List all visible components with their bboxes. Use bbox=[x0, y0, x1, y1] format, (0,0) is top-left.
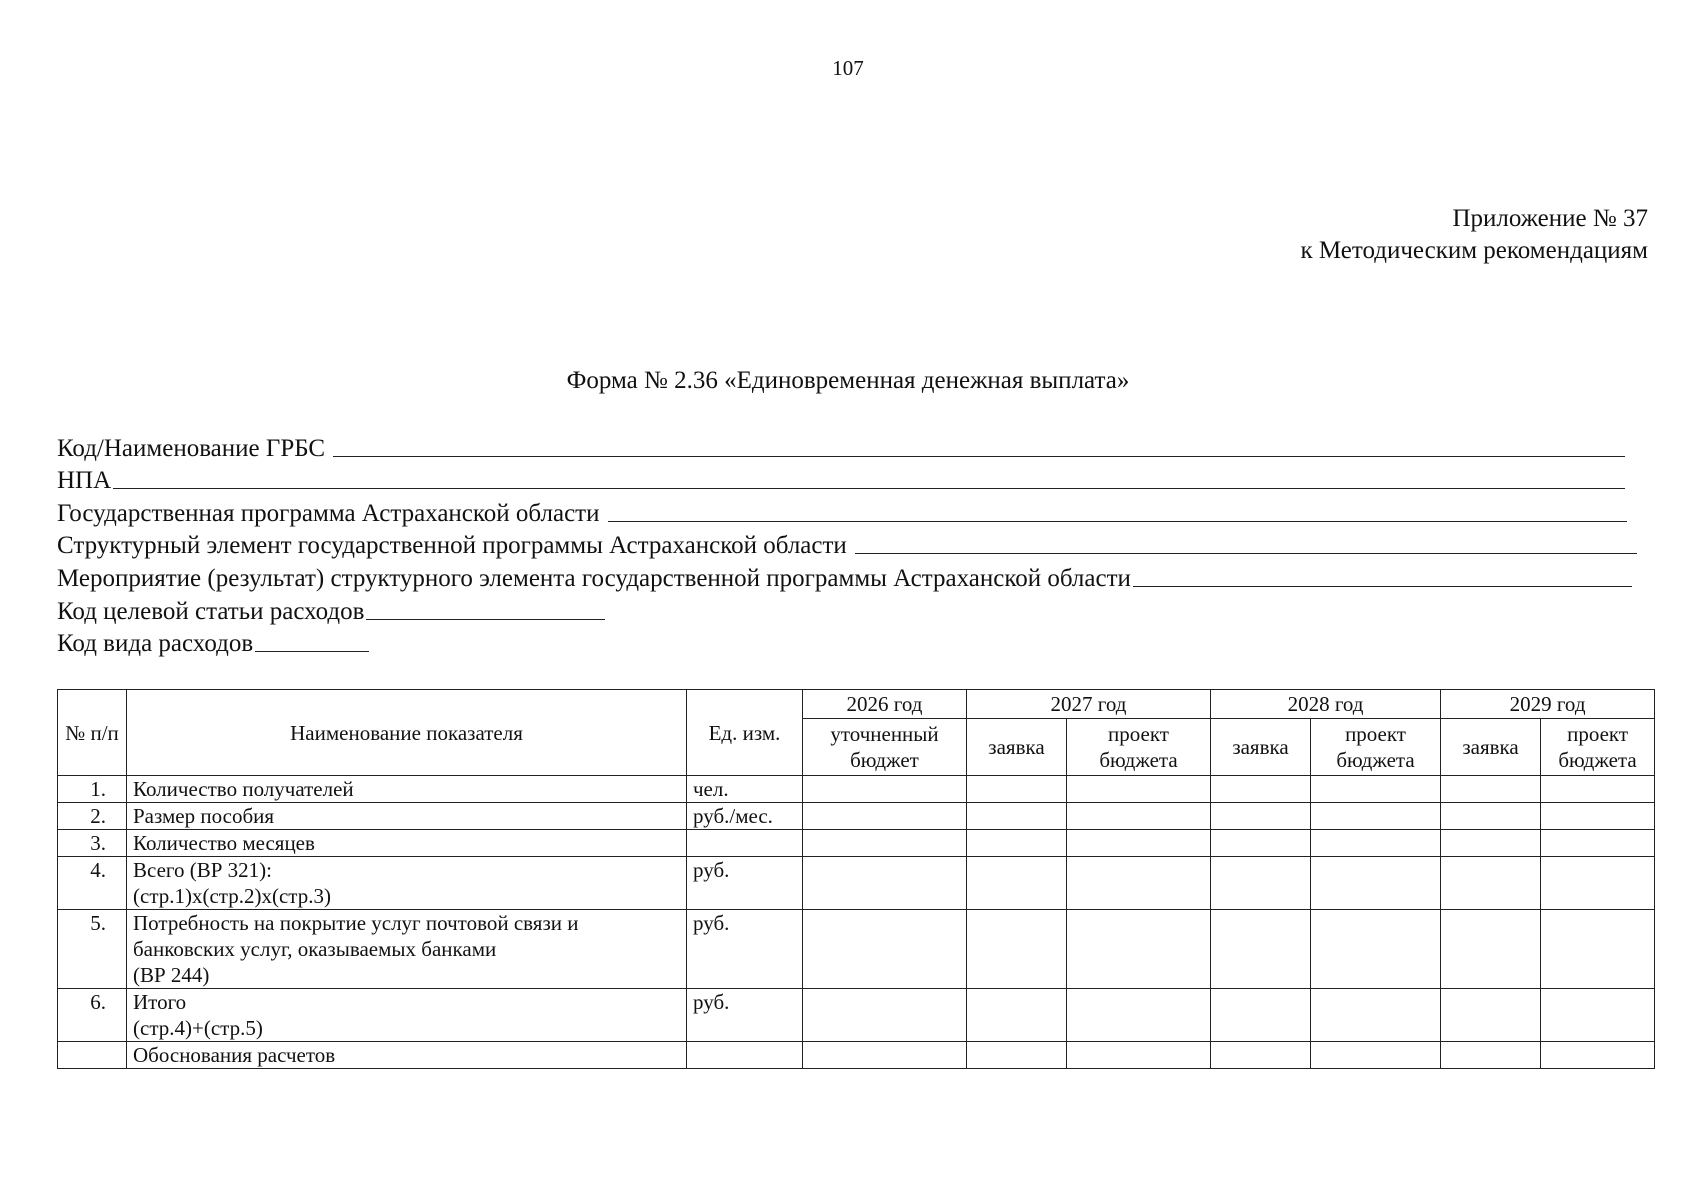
col-header-2028-request: заявка bbox=[1211, 719, 1311, 776]
indicator-table bbox=[57, 689, 1655, 1069]
col-header-2026: 2026 год bbox=[803, 690, 967, 719]
row-number: 2. bbox=[58, 803, 127, 830]
col-header-num: № п/п bbox=[58, 690, 127, 776]
fill-line[interactable] bbox=[1133, 586, 1632, 587]
table-body bbox=[58, 776, 1655, 1069]
col-header-2029: 2029 год bbox=[1441, 690, 1655, 719]
value-cell[interactable] bbox=[967, 776, 1067, 803]
field-label: Код целевой статьи расходов bbox=[57, 597, 365, 625]
value-cell[interactable] bbox=[1311, 803, 1441, 830]
appendix-header bbox=[1300, 203, 1648, 267]
row-unit bbox=[687, 1042, 803, 1069]
field-label: Мероприятие (результат) структурного элемента государственной программы Астраханской области bbox=[57, 564, 1131, 592]
table-row bbox=[58, 910, 1655, 989]
value-cell[interactable] bbox=[1311, 830, 1441, 857]
row-indicator-name: Количество месяцев bbox=[127, 830, 687, 857]
value-cell[interactable] bbox=[1541, 910, 1655, 989]
field-label: Код/Наименование ГРБС bbox=[57, 434, 332, 462]
row-indicator-name: Итого (стр.4)+(стр.5) bbox=[127, 989, 687, 1042]
fill-line[interactable] bbox=[608, 521, 1627, 522]
row-number: 3. bbox=[58, 830, 127, 857]
col-header-unit: Ед. изм. bbox=[687, 690, 803, 776]
value-cell[interactable] bbox=[1211, 830, 1311, 857]
field-label: НПА bbox=[57, 467, 112, 495]
col-header-2028-draft: проект бюджета bbox=[1311, 719, 1441, 776]
value-cell[interactable] bbox=[1441, 857, 1541, 910]
value-cell[interactable] bbox=[967, 857, 1067, 910]
value-cell[interactable] bbox=[803, 989, 967, 1042]
value-cell[interactable] bbox=[1311, 776, 1441, 803]
value-cell[interactable] bbox=[1311, 910, 1441, 989]
form-fields bbox=[57, 430, 1647, 658]
row-unit bbox=[687, 830, 803, 857]
row-unit: руб. bbox=[687, 857, 803, 910]
row-indicator-name: Потребность на покрытие услуг почтовой связи и банковских услуг, оказываемых банками (ВР 244) bbox=[127, 910, 687, 989]
row-unit: чел. bbox=[687, 776, 803, 803]
field-event-result bbox=[57, 560, 1647, 593]
col-header-2029-draft: проект бюджета bbox=[1541, 719, 1655, 776]
value-cell[interactable] bbox=[1541, 989, 1655, 1042]
field-grbs bbox=[57, 430, 1647, 463]
value-cell[interactable] bbox=[1541, 803, 1655, 830]
value-cell[interactable] bbox=[1211, 1042, 1311, 1069]
field-state-program bbox=[57, 495, 1647, 528]
appendix-line-2: к Методическим рекомендациям bbox=[1300, 237, 1648, 264]
page-number: 107 bbox=[832, 56, 864, 80]
value-cell[interactable] bbox=[1311, 857, 1441, 910]
value-cell[interactable] bbox=[967, 910, 1067, 989]
value-cell[interactable] bbox=[1211, 910, 1311, 989]
table-row bbox=[58, 857, 1655, 910]
value-cell[interactable] bbox=[803, 830, 967, 857]
form-title: Форма № 2.36 «Единовременная денежная выплата» bbox=[566, 367, 1130, 394]
value-cell[interactable] bbox=[1441, 989, 1541, 1042]
value-cell[interactable] bbox=[803, 1042, 967, 1069]
row-indicator-name: Обоснования расчетов bbox=[127, 1042, 687, 1069]
value-cell[interactable] bbox=[803, 910, 967, 989]
value-cell[interactable] bbox=[1211, 776, 1311, 803]
fill-line[interactable] bbox=[855, 553, 1637, 554]
value-cell[interactable] bbox=[1311, 989, 1441, 1042]
row-unit: руб. bbox=[687, 989, 803, 1042]
field-label: Код вида расходов bbox=[57, 630, 254, 658]
value-cell[interactable] bbox=[1441, 803, 1541, 830]
value-cell[interactable] bbox=[1541, 776, 1655, 803]
value-cell[interactable] bbox=[1067, 830, 1211, 857]
field-target-code bbox=[57, 593, 1647, 626]
row-indicator-name: Размер пособия bbox=[127, 803, 687, 830]
value-cell[interactable] bbox=[1067, 989, 1211, 1042]
value-cell[interactable] bbox=[1441, 910, 1541, 989]
value-cell[interactable] bbox=[967, 803, 1067, 830]
fill-line[interactable] bbox=[366, 619, 605, 620]
appendix-line-1: Приложение № 37 bbox=[1452, 205, 1648, 232]
table-row bbox=[58, 776, 1655, 803]
value-cell[interactable] bbox=[1541, 830, 1655, 857]
value-cell[interactable] bbox=[1541, 857, 1655, 910]
value-cell[interactable] bbox=[803, 776, 967, 803]
row-number: 6. bbox=[58, 989, 127, 1042]
row-number: 5. bbox=[58, 910, 127, 989]
value-cell[interactable] bbox=[1441, 1042, 1541, 1069]
value-cell[interactable] bbox=[1441, 830, 1541, 857]
value-cell[interactable] bbox=[1211, 989, 1311, 1042]
table-row bbox=[58, 1042, 1655, 1069]
value-cell[interactable] bbox=[1067, 803, 1211, 830]
value-cell[interactable] bbox=[1211, 857, 1311, 910]
value-cell[interactable] bbox=[1311, 1042, 1441, 1069]
value-cell[interactable] bbox=[1211, 803, 1311, 830]
col-header-2027-request: заявка bbox=[967, 719, 1067, 776]
field-npa bbox=[57, 463, 1647, 496]
col-header-2027-draft: проект бюджета bbox=[1067, 719, 1211, 776]
table-row bbox=[58, 803, 1655, 830]
value-cell[interactable] bbox=[1067, 1042, 1211, 1069]
value-cell[interactable] bbox=[1067, 857, 1211, 910]
fill-line[interactable] bbox=[333, 456, 1625, 457]
value-cell[interactable] bbox=[803, 857, 967, 910]
value-cell[interactable] bbox=[967, 1042, 1067, 1069]
field-structural-element bbox=[57, 528, 1647, 561]
table-row bbox=[58, 830, 1655, 857]
col-header-2027: 2027 год bbox=[967, 690, 1211, 719]
col-header-2026-budget: уточненный бюджет bbox=[803, 719, 967, 776]
row-indicator-name: Всего (ВР 321): (стр.1)х(стр.2)х(стр.3) bbox=[127, 857, 687, 910]
value-cell[interactable] bbox=[1541, 1042, 1655, 1069]
row-indicator-name: Количество получателей bbox=[127, 776, 687, 803]
row-unit: руб./мес. bbox=[687, 803, 803, 830]
value-cell[interactable] bbox=[1067, 910, 1211, 989]
col-header-2029-request: заявка bbox=[1441, 719, 1541, 776]
value-cell[interactable] bbox=[967, 989, 1067, 1042]
field-label: Государственная программа Астраханской области bbox=[57, 499, 606, 527]
table-row bbox=[58, 989, 1655, 1042]
row-number: 4. bbox=[58, 857, 127, 910]
field-expense-type-code bbox=[57, 626, 1647, 659]
row-unit: руб. bbox=[687, 910, 803, 989]
value-cell[interactable] bbox=[803, 803, 967, 830]
row-number bbox=[58, 1042, 127, 1069]
value-cell[interactable] bbox=[1441, 776, 1541, 803]
col-header-2028: 2028 год bbox=[1211, 690, 1441, 719]
value-cell[interactable] bbox=[967, 830, 1067, 857]
fill-line[interactable] bbox=[255, 651, 369, 652]
row-number: 1. bbox=[58, 776, 127, 803]
col-header-name: Наименование показателя bbox=[127, 690, 687, 776]
fill-line[interactable] bbox=[113, 488, 1625, 489]
field-label: Структурный элемент государственной программы Астраханской области bbox=[57, 532, 854, 560]
value-cell[interactable] bbox=[1067, 776, 1211, 803]
